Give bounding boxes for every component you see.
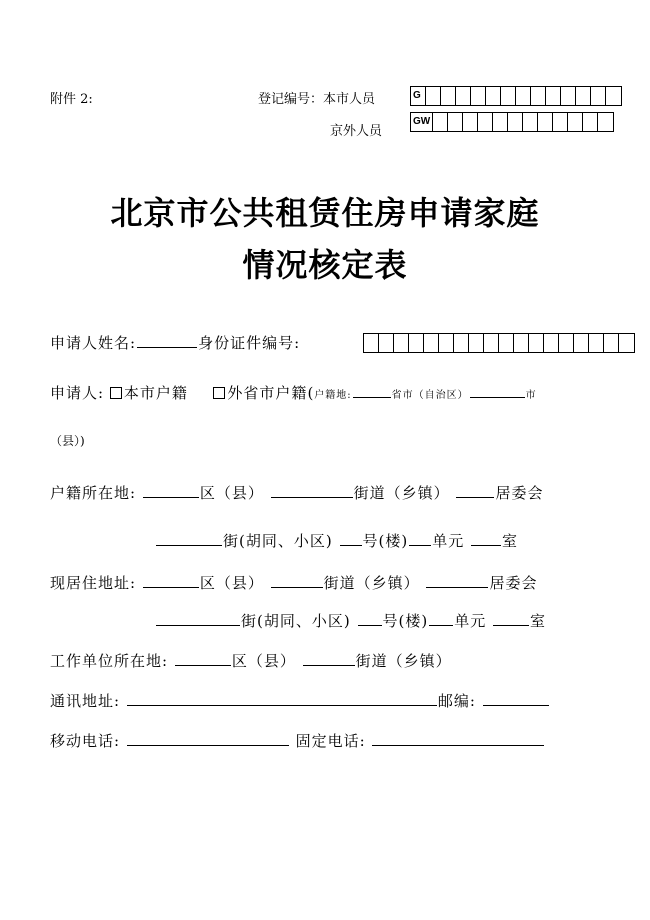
hukou-address-row-2 xyxy=(155,530,518,551)
city-field[interactable] xyxy=(470,383,525,398)
province-label: 省市（自治区） xyxy=(391,390,469,401)
reg-digit-cell[interactable] xyxy=(576,87,591,105)
id-digit-cell[interactable] xyxy=(514,334,529,352)
reg-digit-cell[interactable] xyxy=(463,113,478,131)
hukou-address-row-1 xyxy=(50,482,543,503)
id-digit-cell[interactable] xyxy=(364,334,379,352)
id-digit-cell[interactable] xyxy=(544,334,559,352)
street-office-label: 街道（乡镇） xyxy=(355,652,452,670)
id-digit-cell[interactable] xyxy=(529,334,544,352)
room-label: 室 xyxy=(502,532,519,550)
hukou-number-field[interactable] xyxy=(340,531,362,546)
district-label: 区（县） xyxy=(231,652,296,670)
id-digit-cell[interactable] xyxy=(499,334,514,352)
hukou-hutong-field[interactable] xyxy=(156,531,222,546)
reg-digit-cell[interactable] xyxy=(426,87,441,105)
id-digit-cell[interactable] xyxy=(589,334,604,352)
street-hutong-label: 街(胡同、小区) xyxy=(223,532,333,550)
reg-digit-cell[interactable] xyxy=(561,87,576,105)
reg-digit-cell[interactable] xyxy=(448,113,463,131)
other-hukou-option: 外省市户籍 xyxy=(227,384,308,402)
id-number-label: 身份证件编号: xyxy=(198,334,301,352)
residence-unit-field[interactable] xyxy=(429,611,453,626)
mobile-phone-field[interactable] xyxy=(127,731,289,746)
reg-digit-cell[interactable] xyxy=(478,113,493,131)
street-office-label: 街道（乡镇） xyxy=(353,484,450,502)
paren-open: ( xyxy=(307,384,315,402)
applicant-name-label: 申请人姓名: xyxy=(50,334,137,352)
id-digit-cell[interactable] xyxy=(454,334,469,352)
residence-number-field[interactable] xyxy=(358,611,382,626)
reg-digit-cell[interactable] xyxy=(583,113,598,131)
attachment-label: 附件 2: xyxy=(50,92,93,107)
applicant-name-field[interactable] xyxy=(137,333,197,348)
id-digit-cell[interactable] xyxy=(379,334,394,352)
postcode-label: 邮编: xyxy=(437,692,476,710)
province-field[interactable] xyxy=(353,383,391,398)
local-registration-boxes[interactable] xyxy=(410,86,622,106)
unit-label: 单元 xyxy=(454,612,487,630)
phone-row xyxy=(50,730,545,751)
residence-address-row-1 xyxy=(50,572,537,593)
applicant-label: 申请人: xyxy=(50,384,105,402)
room-label: 室 xyxy=(530,612,547,630)
reg-digit-cell[interactable] xyxy=(538,113,553,131)
id-digit-cell[interactable] xyxy=(604,334,619,352)
reg-digit-cell[interactable] xyxy=(531,87,546,105)
reg-digit-cell[interactable] xyxy=(471,87,486,105)
hukou-committee-field[interactable] xyxy=(456,483,494,498)
landline-phone-field[interactable] xyxy=(372,731,544,746)
number-building-label: 号(楼) xyxy=(362,532,409,550)
id-digit-cell[interactable] xyxy=(559,334,574,352)
reg-digit-cell[interactable] xyxy=(486,87,501,105)
reg-digit-cell[interactable] xyxy=(493,113,508,131)
reg-digit-cell[interactable] xyxy=(501,87,516,105)
mobile-phone-label: 移动电话: xyxy=(50,732,121,750)
applicant-type-row xyxy=(50,382,537,403)
mailing-address-row xyxy=(50,690,550,711)
hukou-district-field[interactable] xyxy=(143,483,199,498)
work-street-field[interactable] xyxy=(303,651,355,666)
id-digit-cell[interactable] xyxy=(409,334,424,352)
registration-number-label: 登记编号：本市人员 xyxy=(258,92,376,107)
id-number-boxes[interactable] xyxy=(363,333,635,353)
work-unit-row xyxy=(50,650,452,671)
id-digit-cell[interactable] xyxy=(394,334,409,352)
local-hukou-option: 本市户籍 xyxy=(123,384,188,402)
reg-digit-cell[interactable] xyxy=(516,87,531,105)
reg-digit-cell[interactable] xyxy=(456,87,471,105)
street-hutong-label: 街(胡同、小区) xyxy=(241,612,351,630)
reg-prefix-cell: G xyxy=(411,87,426,105)
city-label: 市 xyxy=(525,390,537,401)
district-label: 区（县） xyxy=(199,484,264,502)
county-close: （县）) xyxy=(50,434,85,448)
id-digit-cell[interactable] xyxy=(619,334,634,352)
reg-digit-cell[interactable] xyxy=(433,113,448,131)
applicant-name-row xyxy=(50,332,300,353)
reg-digit-cell[interactable] xyxy=(606,87,621,105)
residence-label: 现居住地址: xyxy=(50,574,137,592)
residence-street-field[interactable] xyxy=(271,573,323,588)
residence-committee-field[interactable] xyxy=(426,573,488,588)
outside-personnel-label: 京外人员 xyxy=(330,124,383,139)
reg-digit-cell[interactable] xyxy=(508,113,523,131)
residence-district-field[interactable] xyxy=(143,573,199,588)
residence-address-row-2 xyxy=(155,610,546,631)
reg-digit-cell[interactable] xyxy=(598,113,613,131)
hukou-room-field[interactable] xyxy=(471,531,501,546)
hukou-street-field[interactable] xyxy=(271,483,353,498)
district-label: 区（县） xyxy=(199,574,264,592)
street-office-label: 街道（乡镇） xyxy=(323,574,420,592)
reg-prefix-cell: GW xyxy=(411,113,433,131)
id-digit-cell[interactable] xyxy=(424,334,439,352)
id-digit-cell[interactable] xyxy=(484,334,499,352)
reg-digit-cell[interactable] xyxy=(568,113,583,131)
other-hukou-checkbox[interactable] xyxy=(213,387,225,399)
reg-digit-cell[interactable] xyxy=(546,87,561,105)
mailing-address-label: 通讯地址: xyxy=(50,692,121,710)
page-title-line-1: 北京市公共租赁住房申请家庭 xyxy=(110,194,540,232)
reg-digit-cell[interactable] xyxy=(591,87,606,105)
committee-label: 居委会 xyxy=(489,574,538,592)
number-building-label: 号(楼) xyxy=(382,612,429,630)
id-digit-cell[interactable] xyxy=(469,334,484,352)
reg-digit-cell[interactable] xyxy=(441,87,456,105)
reg-digit-cell[interactable] xyxy=(553,113,568,131)
landline-phone-label: 固定电话: xyxy=(295,732,366,750)
residence-room-field[interactable] xyxy=(493,611,529,626)
page-title-line-2: 情况核定表 xyxy=(242,246,408,284)
outside-registration-boxes[interactable] xyxy=(410,112,614,132)
reg-digit-cell[interactable] xyxy=(523,113,538,131)
huji-label: 户籍地: xyxy=(314,390,352,401)
committee-label: 居委会 xyxy=(495,484,544,502)
work-unit-label: 工作单位所在地: xyxy=(50,652,169,670)
work-district-field[interactable] xyxy=(175,651,231,666)
residence-hutong-field[interactable] xyxy=(156,611,240,626)
local-hukou-checkbox[interactable] xyxy=(110,387,122,399)
id-digit-cell[interactable] xyxy=(574,334,589,352)
id-digit-cell[interactable] xyxy=(439,334,454,352)
postcode-field[interactable] xyxy=(483,691,549,706)
hukou-unit-field[interactable] xyxy=(409,531,431,546)
unit-label: 单元 xyxy=(432,532,465,550)
hukou-location-label: 户籍所在地: xyxy=(50,484,137,502)
mailing-address-field[interactable] xyxy=(127,691,437,706)
